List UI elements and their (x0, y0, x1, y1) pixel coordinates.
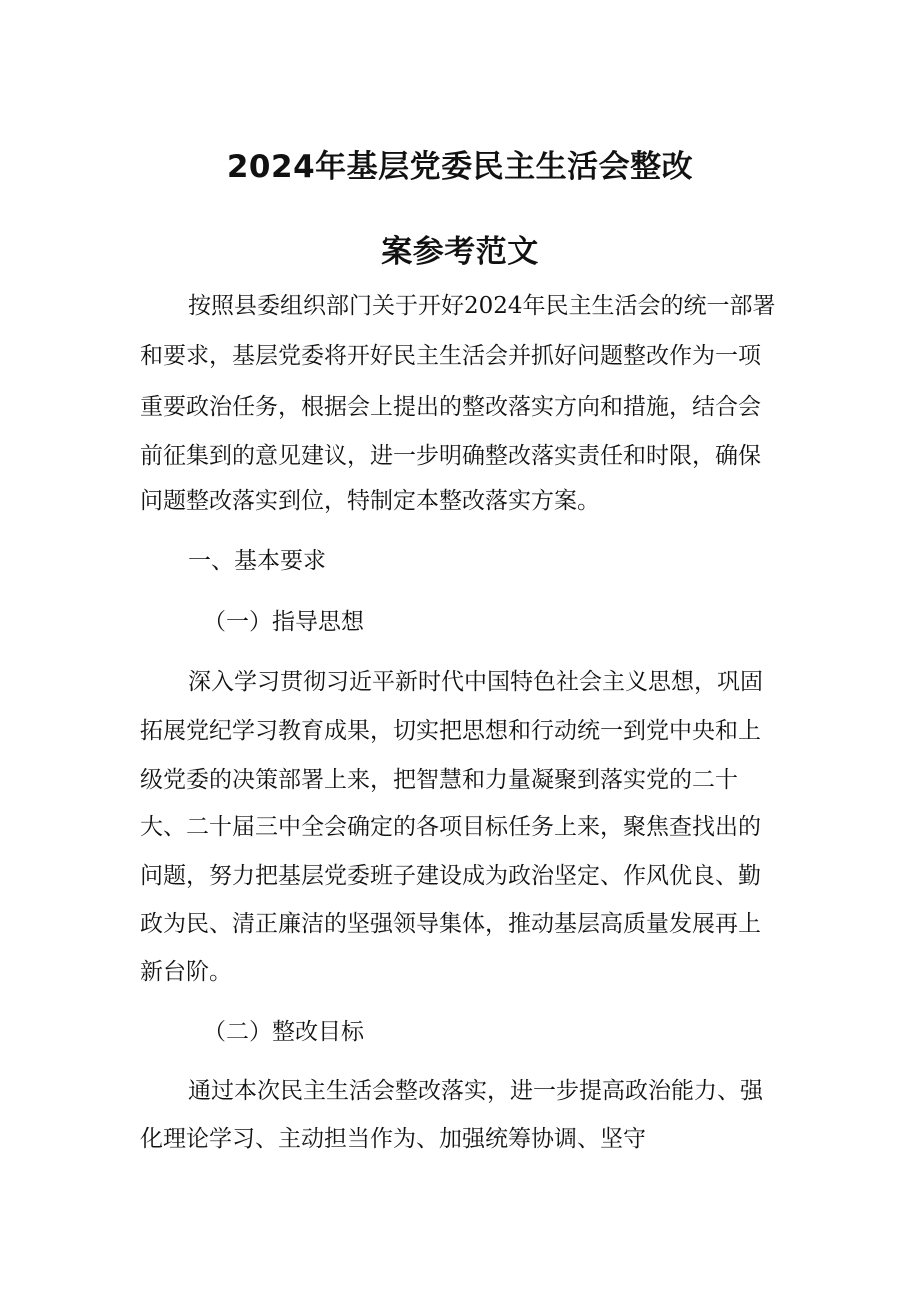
section-1-heading: 一、基本要求 (188, 548, 326, 574)
document-title-line-2: 案参考范文 (381, 234, 539, 270)
intro-paragraph-line: 按照县委组织部门关于开好2024年民主生活会的统一部署 (188, 293, 776, 319)
intro-paragraph-line: 和要求，基层党委将开好民主生活会并抓好问题整改作为一项 (140, 343, 761, 369)
subsection-2-heading: （二）整改目标 (203, 1019, 364, 1045)
subsection-1-heading: （一）指导思想 (203, 609, 364, 635)
subsection-2-body-line: 通过本次民主生活会整改落实，进一步提高政治能力、强 (188, 1078, 763, 1104)
subsection-1-body-line: 级党委的决策部署上来，把智慧和力量凝聚到落实党的二十 (140, 767, 738, 793)
subsection-1-body-line: 新台阶。 (140, 959, 232, 985)
subsection-1-body-line: 深入学习贯彻习近平新时代中国特色社会主义思想，巩固 (188, 669, 763, 695)
intro-paragraph-line: 重要政治任务，根据会上提出的整改落实方向和措施，结合会 (140, 394, 761, 420)
document-title-line-1: 2024年基层党委民主生活会整改 (226, 149, 694, 185)
subsection-2-body-line: 化理论学习、主动担当作为、加强统筹协调、坚守 (140, 1126, 646, 1152)
subsection-1-body-line: 政为民、清正廉洁的坚强领导集体，推动基层高质量发展再上 (140, 911, 761, 937)
intro-paragraph-line: 问题整改落实到位，特制定本整改落实方案。 (140, 488, 600, 514)
subsection-1-body-line: 拓展党纪学习教育成果，切实把思想和行动统一到党中央和上 (140, 718, 761, 744)
subsection-1-body-line: 问题，努力把基层党委班子建设成为政治坚定、作风优良、勤 (140, 863, 761, 889)
intro-paragraph-line: 前征集到的意见建议，进一步明确整改落实责任和时限，确保 (140, 443, 761, 469)
subsection-1-body-line: 大、二十届三中全会确定的各项目标任务上来，聚焦查找出的 (140, 814, 761, 840)
